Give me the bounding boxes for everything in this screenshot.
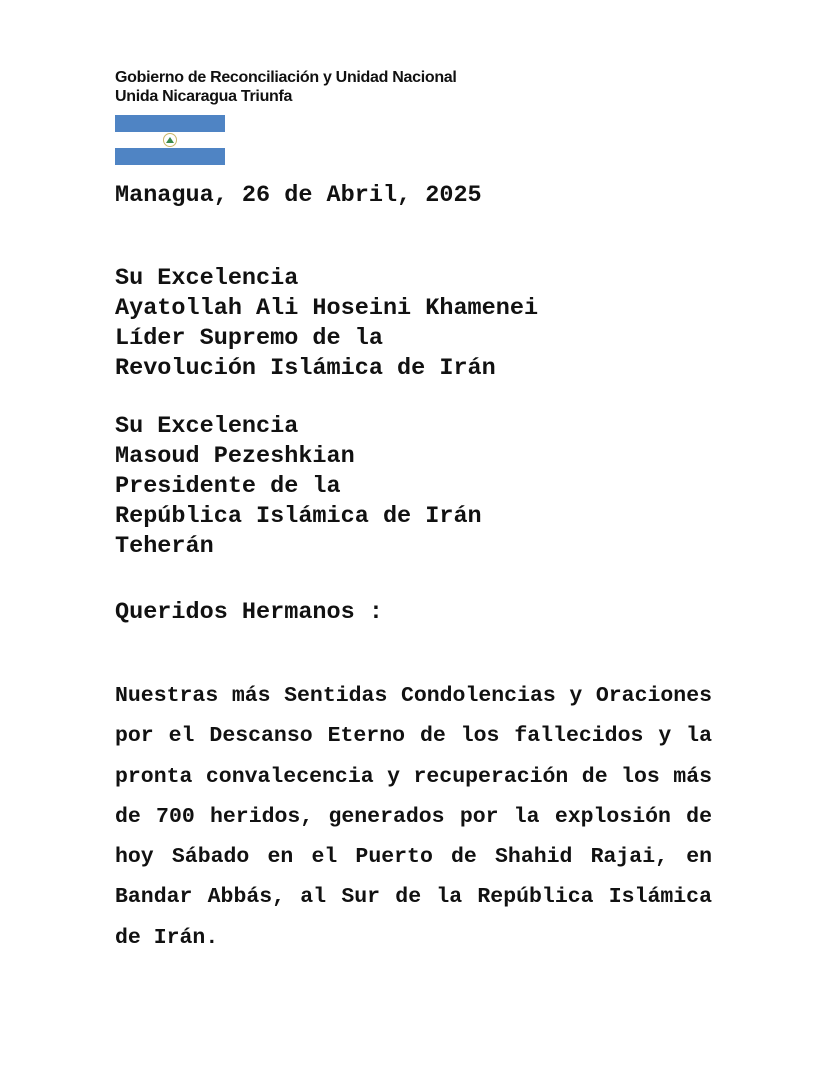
body-line: Bandar Abbás, al Sur de la República Islámica [115, 885, 712, 910]
recipient-line: República Islámica de Irán [115, 503, 482, 530]
letterhead-slogan: Unida Nicaragua Triunfa [115, 88, 293, 105]
recipient-line: Su Excelencia [115, 413, 299, 440]
body-line: pronta convalecencia y recuperación de los más [115, 764, 712, 789]
recipient-line: Líder Supremo de la [115, 325, 383, 352]
letterhead-government: Gobierno de Reconciliación y Unidad Nacional [115, 69, 457, 86]
recipient-line: Presidente de la [115, 473, 341, 500]
letter-body [115, 676, 712, 958]
body-line: por el Descanso Eterno de los fallecidos y la [115, 724, 712, 749]
salutation: Queridos Hermanos : [115, 599, 383, 626]
body-line: de 700 heridos, generados por la explosión de [115, 804, 712, 829]
recipient-block-2 [115, 412, 482, 562]
recipient-line: Revolución Islámica de Irán [115, 355, 496, 382]
body-line: hoy Sábado en el Puerto de Shahid Rajai, en [115, 845, 712, 870]
recipient-line: Su Excelencia [115, 265, 299, 292]
letter-date: Managua, 26 de Abril, 2025 [115, 182, 482, 209]
letterhead [115, 68, 457, 106]
coat-of-arms-icon [163, 133, 177, 147]
recipient-line: Ayatollah Ali Hoseini Khamenei [115, 295, 539, 322]
body-line: de Irán. [115, 925, 219, 950]
recipient-line: Teherán [115, 533, 214, 560]
recipient-line: Masoud Pezeshkian [115, 443, 355, 470]
nicaragua-flag-icon [115, 115, 225, 165]
recipient-block-1 [115, 264, 538, 384]
body-line: Nuestras más Sentidas Condolencias y Oraciones [115, 684, 712, 708]
